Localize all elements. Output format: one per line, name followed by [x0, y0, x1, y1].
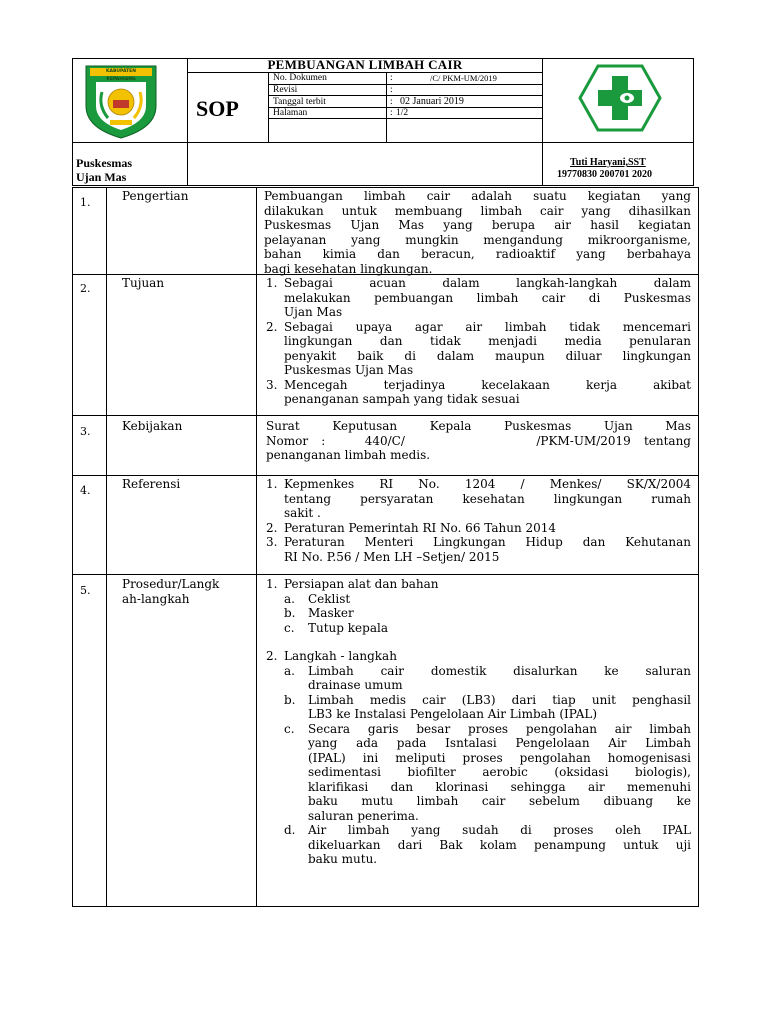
text-line: Surat Keputusan Kepala Puskesmas Ujan Mas	[266, 419, 691, 433]
text-line: Kepmenkes RI No. 1204 / Menkes/ SK/X/2004	[284, 477, 691, 491]
text-line: saluran penerima.	[308, 808, 419, 823]
list-marker: 3.	[266, 377, 278, 392]
text-line: Nomor : 440/C/ /PKM-UM/2019 tentang	[266, 433, 691, 448]
text-line: bagi kesehatan lingkungan.	[264, 261, 433, 276]
procedure-section	[266, 577, 691, 592]
meta-value-document: /C/ PKM-UM/2019	[430, 73, 497, 83]
sop-title: PEMBUANGAN LIMBAH CAIR	[267, 57, 463, 72]
meta-value-page: 1/2	[396, 108, 409, 118]
signer-nip: 19770830 200701 2020	[557, 169, 652, 180]
list-tujuan	[266, 276, 691, 407]
list-item	[266, 535, 691, 564]
list-item	[284, 722, 691, 824]
text-line: sedimentasi biofilter aerobic (oksidasi biologis),	[308, 765, 691, 779]
list-text: Tutup kepala	[308, 620, 388, 635]
sublist	[266, 592, 691, 636]
meta-colon-page: :	[390, 108, 393, 118]
text-line: Pembuangan limbah cair adalah suatu kegiatan yang	[264, 189, 691, 203]
row-number: 1.	[80, 196, 91, 209]
list-item	[284, 621, 691, 636]
list-marker: 2.	[266, 649, 278, 663]
puskesmas-cross-icon	[578, 64, 662, 132]
list-item	[284, 606, 691, 621]
row-label-tujuan: Tujuan	[122, 276, 165, 290]
text-line: pelayanan yang mungkin mengandung mikroorganisme,	[264, 232, 691, 247]
row-label-prosedur	[122, 577, 219, 606]
signer-name: Tuti Haryani,SST	[570, 157, 646, 168]
list-item	[266, 521, 691, 536]
text-line: Limbah medis cair (LB3) dari tiap unit penghasil	[308, 692, 691, 707]
row-number: 2.	[80, 282, 91, 295]
list-text: Masker	[308, 606, 354, 620]
meta-label-page: Halaman	[273, 108, 308, 118]
text-line: Sebagai acuan dalam langkah-langkah dalam	[284, 276, 691, 290]
list-item	[266, 276, 691, 320]
puskesmas-logo	[578, 64, 662, 132]
district-logo-text: KABUPATEN KEPAHIANG	[106, 69, 136, 82]
text-line: Peraturan Pemerintah RI No. 66 Tahun 2014	[284, 520, 557, 535]
section-title: Persiapan alat dan bahan	[284, 577, 439, 591]
text-line: yang ada pada Isntalasi Pengelolaan Air Limbah	[308, 736, 691, 750]
sop-label: SOP	[196, 96, 239, 121]
row-text-pengertian	[264, 189, 691, 276]
text-line: penanganan sampah yang tidak sesuai	[284, 392, 520, 406]
list-marker: 1.	[266, 276, 278, 290]
list-marker: 2.	[266, 520, 278, 535]
meta-colon-revision: :	[390, 85, 393, 95]
section-title: Langkah - langkah	[284, 649, 397, 663]
meta-colon-document: :	[390, 73, 393, 83]
list-item	[284, 592, 691, 607]
row-number: 5.	[80, 584, 91, 597]
row-label-kebijakan: Kebijakan	[122, 419, 183, 433]
text-line: drainase umum	[308, 678, 403, 692]
text-line: Puskesmas Ujan Mas yang berupa air hasil kegiatan	[264, 218, 691, 232]
text-line: dilakukan untuk membuang limbah cair yang dihasilkan	[264, 203, 691, 218]
list-referensi	[266, 477, 691, 564]
list-marker: a.	[284, 663, 295, 678]
text-line: Puskesmas Ujan Mas	[284, 363, 414, 377]
text-line: bahan kimia dan beracun, radioaktif yang berbahaya	[264, 247, 691, 261]
text-line: sakit .	[284, 506, 321, 520]
list-item	[284, 664, 691, 693]
meta-colon-date: :	[390, 97, 393, 107]
meta-label-revision: Revisi	[273, 85, 298, 95]
text-line: Air limbah yang sudah di proses oleh IPAL	[308, 823, 691, 837]
text-line: (IPAL) ini meliputi proses pengolahan homogenisasi	[308, 750, 691, 765]
list-item	[284, 823, 691, 867]
text-line: lingkungan dan tidak menjadi media penularan	[284, 334, 691, 348]
text-line: baku mutu.	[308, 852, 378, 866]
list-text: Ceklist	[308, 591, 351, 606]
org-name-line1: Puskesmas	[76, 156, 133, 170]
list-marker: 2.	[266, 319, 278, 334]
list-item	[284, 693, 691, 722]
text-line: melakukan pembuangan limbah cair di Puskesmas	[284, 290, 691, 305]
meta-value-date: 02 Januari 2019	[400, 96, 464, 107]
procedure-content	[266, 577, 691, 867]
list-marker: 3.	[266, 535, 278, 549]
text-line: baku mutu limbah cair sebelum dibuang ke	[308, 794, 691, 808]
text-line: Peraturan Menteri Lingkungan Hidup dan Kehutanan	[284, 535, 691, 549]
text-line: dikeluarkan dari Bak kolam penampung untuk uji	[308, 837, 691, 852]
meta-label-date: Tanggal terbit	[273, 97, 326, 107]
list-item	[266, 378, 691, 407]
list-marker: 1.	[266, 577, 278, 591]
text-line: LB3 ke Instalasi Pengelolaan Air Limbah (IPAL)	[308, 707, 598, 721]
list-marker: c.	[284, 620, 295, 635]
sublist	[266, 664, 691, 867]
row-text-kebijakan	[266, 419, 691, 463]
org-name-line2: Ujan Mas	[76, 170, 127, 184]
label-line: Prosedur/Langk	[122, 577, 220, 591]
label-line: ah-langkah	[122, 591, 190, 606]
text-line: penyakit baik di dalam maupun diluar lingkungan	[284, 348, 691, 363]
list-marker: b.	[284, 606, 296, 620]
list-marker: b.	[284, 692, 296, 707]
list-item	[266, 477, 691, 521]
text-line: RI No. P.56 / Men LH –Setjen/ 2015	[284, 549, 500, 564]
text-line: penanganan limbah medis.	[266, 448, 431, 462]
list-marker: a.	[284, 591, 295, 606]
text-line: klarifikasi dan klorinasi sehingga air memenuhi	[308, 779, 691, 794]
procedure-section	[266, 649, 691, 664]
text-line: tentang persyaratan kesehatan lingkungan rumah	[284, 491, 691, 506]
row-number: 3.	[80, 425, 91, 438]
text-line: Ujan Mas	[284, 305, 343, 319]
text-line: Mencegah terjadinya kecelakaan kerja akibat	[284, 377, 691, 392]
list-marker: c.	[284, 721, 295, 736]
list-item	[266, 320, 691, 378]
row-number: 4.	[80, 484, 91, 497]
list-marker: d.	[284, 823, 296, 837]
district-logo	[80, 62, 162, 140]
text-line: Secara garis besar proses pengolahan air limbah	[308, 721, 691, 736]
row-label-referensi: Referensi	[122, 477, 181, 491]
row-label-pengertian: Pengertian	[122, 189, 189, 203]
text-line: Limbah cair domestik disalurkan ke saluran	[308, 663, 691, 678]
meta-label-document: No. Dokumen	[273, 73, 327, 83]
list-marker: 1.	[266, 477, 278, 491]
text-line: Sebagai upaya agar air limbah tidak mencemari	[284, 319, 691, 334]
